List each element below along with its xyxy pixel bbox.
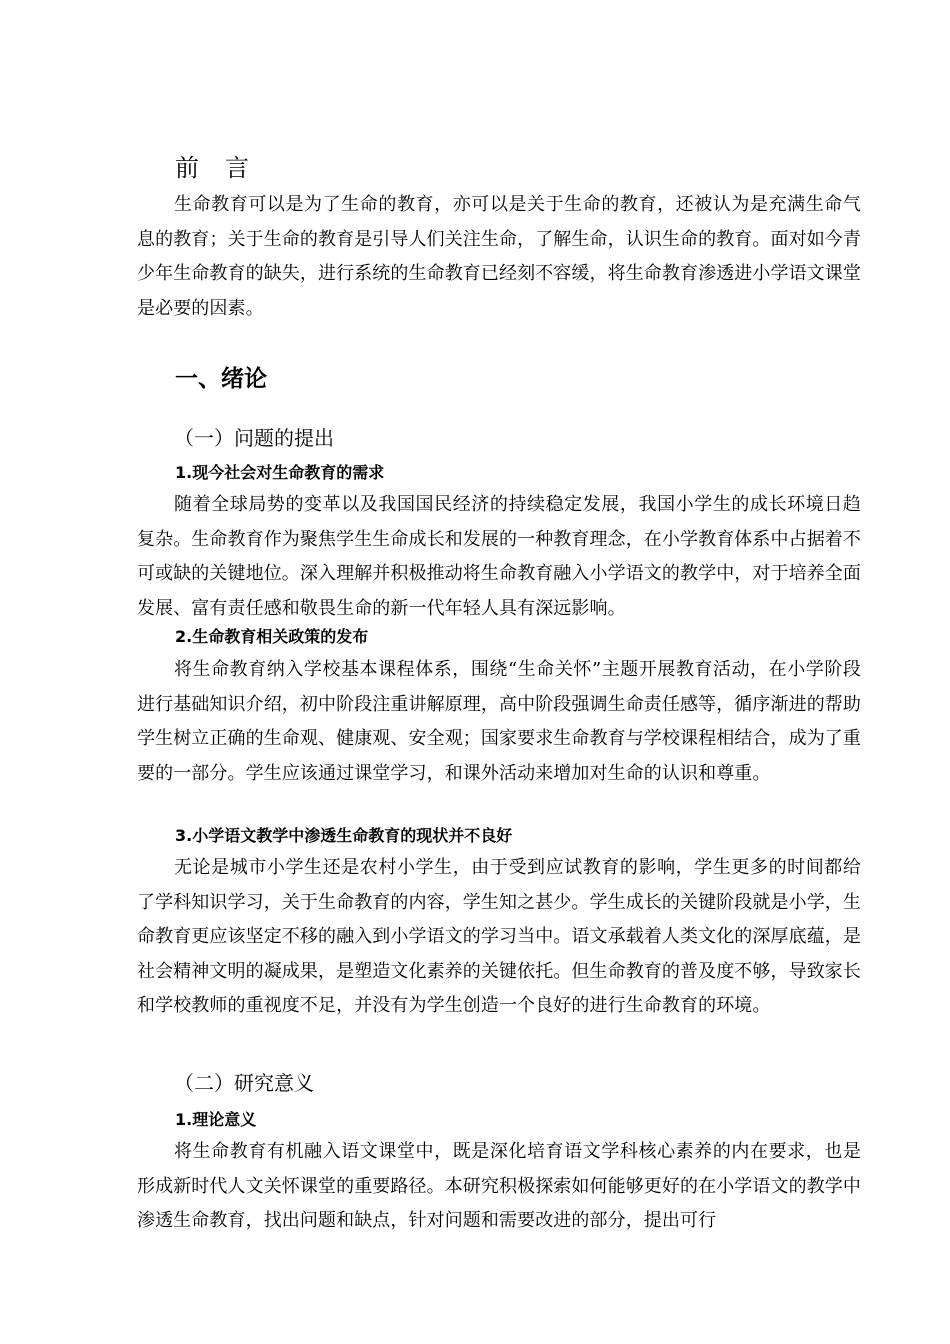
subsection-title-social-need: 1.现今社会对生命教育的需求: [175, 463, 385, 482]
subsection-title-theory: 1.理论意义: [175, 1110, 257, 1129]
subsection-title-status: 3.小学语文教学中渗透生命教育的现状并不良好: [175, 826, 513, 845]
section-title-significance: （二）研究意义: [174, 1071, 314, 1095]
paragraph-theory: 将生命教育有机融入语文课堂中，既是深化培育语文学科核心素养的内在要求，也是形成新时代人文关怀课堂的重要路径。本研究积极探索如何能够更好的在小学语文的教学中渗透生命教育，找出问题和缺点，针对问题和需要改进的部分，提出可行: [137, 1141, 861, 1231]
paragraph-status: 无论是城市小学生还是农村小学生，由于受到应试教育的影响，学生更多的时间都给了学科知识学习，关于生命教育的内容，学生知之甚少。学生成长的关键阶段就是小学，生命教育更应该坚定不移的融入到小学语文的学习当中。语文承载着人类文化的深厚底蕴，是社会精神文明的凝成果，是塑造文化素养的关键依托。但生命教育的普及度不够，导致家长和学校教师的重视度不足，并没有为学生创造一个良好的进行生命教育的环境。: [137, 857, 861, 1016]
section-title-problem: （一）问题的提出: [174, 426, 334, 450]
subsection-title-policy: 2.生命教育相关政策的发布: [175, 627, 369, 646]
preface-paragraph: 生命教育可以是为了生命的教育，亦可以是关于生命的教育，还被认为是充满生命气息的教育；关于生命的教育是引导人们关注生命，了解生命，认识生命的教育。面对如今青少年生命教育的缺失，进行系统的生命教育已经刻不容缓，将生命教育渗透进小学语文课堂是必要的因素。: [137, 194, 861, 319]
paragraph-social-need: 随着全球局势的变革以及我国国民经济的持续稳定发展，我国小学生的成长环境日趋复杂。生命教育作为聚焦学生生命成长和发展的一种教育理念，在小学教育体系中占据着不可或缺的关键地位。深入理解并积极推动将生命教育融入小学语文的教学中，对于培养全面发展、富有责任感和敬畏生命的新一代年轻人具有深远影响。: [137, 494, 861, 619]
chapter-title: 一、绪论: [175, 366, 267, 392]
preface-title: 前言: [175, 154, 275, 182]
paragraph-policy: 将生命教育纳入学校基本课程体系，围绕“生命关怀”主题开展教育活动，在小学阶段进行基础知识介绍，初中阶段注重讲解原理，高中阶段强调生命责任感等，循序渐进的帮助学生树立正确的生命观、健康观、安全观；国家要求生命教育与学校课程相结合，成为了重要的一部分。学生应该通过课堂学习，和课外活动来增加对生命的认识和尊重。: [137, 659, 861, 784]
